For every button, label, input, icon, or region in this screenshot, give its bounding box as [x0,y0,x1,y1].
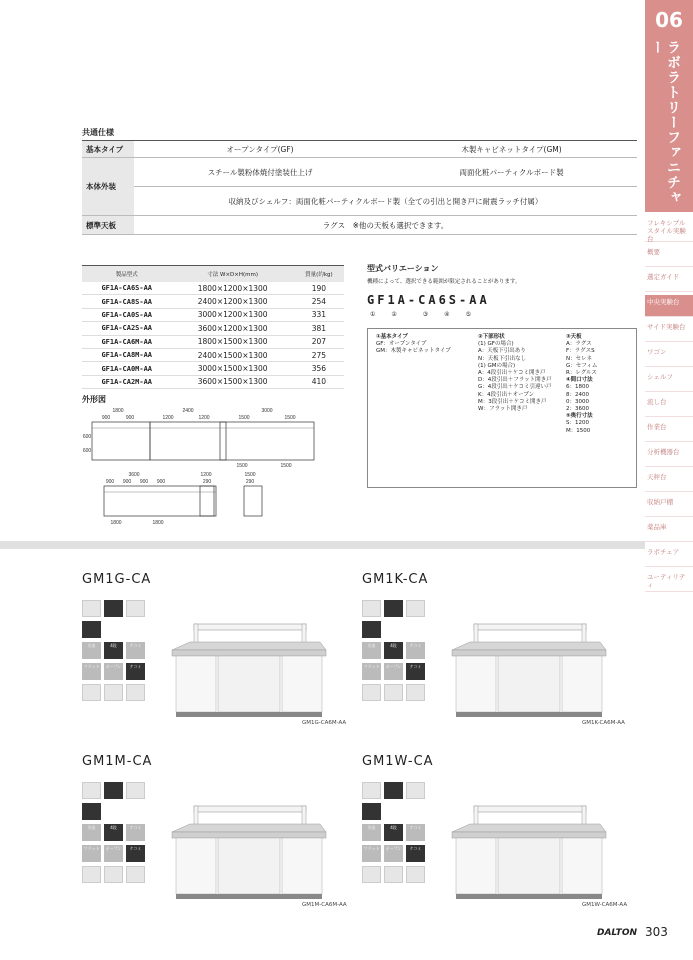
side-menu-item[interactable]: 収納戸棚 [645,495,693,517]
side-menu-item[interactable]: ユーティリティ [645,570,693,592]
option-icon [82,600,101,617]
spec-title: 共通仕様 [82,128,114,137]
variation-line: G：4段引出＋ケコミ引違い戸 [478,384,552,391]
option-icon [104,782,123,799]
variation-line: (1) GMの場合) [478,362,516,369]
product-model: GF1A-CA6M-AA [82,335,172,348]
dim-900f: 900 [156,479,166,485]
dim-3600: 3600 [128,472,140,478]
side-menu-item[interactable]: 流し台 [645,395,693,417]
option-icon-grid [82,600,150,705]
option-icon: フラット [82,663,101,680]
variation-box [367,328,637,488]
product-name: GM1W-CA [362,754,434,769]
outline-2400 [150,422,226,460]
dim-1200a: 1200 [162,415,174,421]
product-row [82,295,344,308]
variation-line: 6：1800 [566,384,589,391]
product-card [362,754,632,914]
variation-line: N：セレネ [566,355,592,362]
variation-line: GM：木製キャビネットタイプ [376,348,451,355]
product-mass: 207 [294,335,344,348]
variation-line: G：セフィム [566,362,598,369]
outline-drawings [82,404,342,529]
dim-900c: 900 [105,479,115,485]
product-mass: 410 [294,375,344,388]
outline-side-a [200,486,214,516]
product-size: 1800×1200×1300 [172,282,294,295]
side-menu-item[interactable]: ワゴン [645,345,693,367]
option-icon [406,684,425,701]
option-icon [126,782,145,799]
product-mass: 190 [294,282,344,295]
option-icon [82,621,101,638]
variation-line: 2：3600 [566,406,589,413]
product-name: GM1M-CA [82,754,153,769]
dim-1500c: 1500 [236,463,248,469]
product-illustration [450,802,610,902]
option-icon: オープン [104,663,123,680]
var-col1-head: ①基本タイプ [376,334,408,340]
outline-title: 外形図 [82,395,106,404]
spec-head-top: 標準天板 [82,216,134,235]
product-mass: 275 [294,348,344,361]
option-icon: 引出 [362,642,381,659]
product-row [82,375,344,388]
product-table [82,265,344,389]
var-col3-head: ③天板 [566,334,582,340]
spec-body-common: 収納及びシェルフ：両面化粧パーティクルボード製（全ての引出と開き戸に耐震ラッチ付属） [134,187,637,216]
col-model: 製品型式 [82,266,172,283]
option-icon: ケコミ [406,642,425,659]
variation-marker: ⑤ [465,311,471,318]
option-icon [384,782,403,799]
side-menu-item[interactable]: フレキシブルスタイル実験台 [645,216,693,242]
option-icon-grid [362,782,430,887]
option-icon [362,600,381,617]
product-model: GF1A-CA8M-AA [82,348,172,361]
variation-line: 8：2400 [566,391,589,398]
option-icon [362,803,381,820]
option-icon: フラット [362,845,381,862]
product-card [82,754,352,914]
option-icon [406,866,425,883]
option-icon: フラット [82,845,101,862]
option-icon-grid [362,600,430,705]
variation-line: W：フラット開き戸 [478,406,528,413]
variation-code: GF1A-CA6S-AA [367,293,490,307]
option-icon: 4段 [384,824,403,841]
variation-line: M：3段引出＋ケコミ開き戸 [478,398,547,405]
page-number: 303 [645,925,668,939]
option-icon [82,866,101,883]
side-index-menu [645,216,693,595]
product-size: 3000×1200×1300 [172,308,294,321]
option-icon [384,866,403,883]
dim-600a: 600 [82,434,92,440]
option-icon [104,866,123,883]
var-col3-lines3 [566,420,597,434]
product-row [82,335,344,348]
option-icon: 4段 [104,824,123,841]
product-caption: GM1G-CA6M-AA [302,720,347,726]
variation-line: 0：3000 [566,398,589,405]
dim-900b: 900 [125,415,135,421]
spec-head-basic: 基本タイプ [82,141,134,158]
side-menu-item[interactable]: 作業台 [645,420,693,442]
chapter-tab [645,0,693,212]
product-name: GM1G-CA [82,572,152,587]
variation-line: (1) GFの場合) [478,341,514,348]
dim-900d: 900 [122,479,132,485]
product-row [82,308,344,321]
var-col3-head2: ④間口寸法 [566,377,593,384]
side-menu-item[interactable]: 概要 [645,245,693,267]
spec-top-value: ラグス ※他の天板も選択できます。 [134,216,637,235]
var-col-lower [478,334,552,413]
dim-3000: 3000 [261,408,273,414]
option-icon: 引出 [82,824,101,841]
chapter-number: 06 [655,8,683,32]
outline-side-b [244,486,262,516]
option-icon [82,782,101,799]
option-icon [126,684,145,701]
product-row [82,282,344,295]
variation-line: N：天板下引出なし [478,355,527,362]
variation-marker: ③ [422,311,429,318]
variation-marker: ④ [444,311,450,318]
dim-1800c: 1800 [152,520,164,526]
option-icon: 引出 [362,824,381,841]
spec-head-body: 本体外装 [82,158,134,216]
dim-290a: 290 [202,479,212,485]
variation-line: M：1500 [566,427,591,434]
variation-line: R：レグルス [566,370,597,377]
product-mass: 254 [294,295,344,308]
variation-marker: ① [370,311,376,318]
outline-1800 [92,422,150,460]
product-caption: GM1M-CA6M-AA [302,902,347,908]
product-size: 3600×1200×1300 [172,322,294,335]
option-icon: 4段 [104,642,123,659]
option-icon [82,684,101,701]
option-icon: 引出 [82,642,101,659]
option-icon [104,684,123,701]
dim-900e: 900 [139,479,149,485]
option-icon: ケコミ [406,845,425,862]
side-menu-item[interactable]: 選定ガイド [645,270,693,292]
option-icon [362,866,381,883]
spec-open-type: オープンタイプ(GF) [134,141,386,158]
dim-600b: 600 [82,448,92,454]
var-col3-head3: ⑤奥行寸法 [566,413,593,420]
variation-note: 機種によって、選択できる範囲が限定されることがあります。 [367,279,521,285]
option-icon [362,621,381,638]
outline-3600 [104,486,216,516]
dim-1800: 1800 [112,408,124,414]
option-icon: ケコミ [406,824,425,841]
product-row [82,348,344,361]
var-col2-head: ②下部形状 [478,334,505,340]
dim-2400: 2400 [182,408,194,414]
spec-table [82,140,637,235]
col-mass: 質量(約kg) [294,266,344,283]
side-menu-item[interactable]: サイド実験台 [645,320,693,342]
var-col-basic [376,334,451,356]
variation-marker: ② [391,311,397,318]
option-icon [384,684,403,701]
product-model: GF1A-CA2S-AA [82,322,172,335]
option-icon [104,600,123,617]
product-row [82,322,344,335]
dim-290b: 290 [245,479,255,485]
variation-line: F：ラグスS [566,348,595,355]
option-icon: ケコミ [126,663,145,680]
dim-1500a: 1500 [238,415,250,421]
product-illustration [450,620,610,720]
product-model: GF1A-CA8S-AA [82,295,172,308]
option-icon: オープン [104,845,123,862]
product-size: 2400×1500×1300 [172,348,294,361]
var-col2-lines [478,341,552,413]
dim-1800b: 1800 [110,520,122,526]
variation-line: GF：オープンタイプ [376,341,427,348]
side-menu-item[interactable]: 天秤台 [645,470,693,492]
option-icon [126,600,145,617]
side-menu-item[interactable]: 中央実験台 [645,295,693,317]
option-icon [384,600,403,617]
variation-line: A：天板下引出あり [478,348,526,355]
option-icon: ケコミ [126,642,145,659]
variation-line: S：1200 [566,420,589,427]
var-col3-lines2 [566,384,597,413]
option-icon: オープン [384,845,403,862]
variation-line: A：4段引出＋ケコミ開き戸 [478,370,546,377]
product-mass: 331 [294,308,344,321]
option-icon [362,684,381,701]
product-caption: GM1W-CA6M-AA [582,902,628,908]
brand-logo: DALTON [597,928,638,938]
variation-line: D：4段引出＋フラット開き戸 [478,377,552,384]
product-caption: GM1K-CA6M-AA [582,720,625,726]
dim-1500d: 1500 [280,463,292,469]
dim-1500b: 1500 [284,415,296,421]
side-menu-item[interactable]: 分析機器台 [645,445,693,467]
option-icon: 4段 [384,642,403,659]
product-illustration [170,620,330,720]
variation-title: 型式バリエーション [367,264,439,273]
option-icon [362,782,381,799]
option-icon [406,600,425,617]
option-icon [126,866,145,883]
spec-body-cabinet: 両面化粧パーティクルボード製 [386,158,637,187]
var-col3-lines [566,341,597,377]
dim-1200c: 1200 [200,472,212,478]
option-icon [406,782,425,799]
outline-3000 [220,422,314,460]
dim-1200b: 1200 [198,415,210,421]
product-row [82,362,344,375]
option-icon: フラット [362,663,381,680]
dim-900a: 900 [101,415,111,421]
option-icon: オープン [384,663,403,680]
option-icon: ケコミ [126,824,145,841]
side-menu-item[interactable]: ラボチェア [645,545,693,567]
spec-cabinet-type: 木製キャビネットタイプ(GM) [386,141,637,158]
var-col1-lines [376,341,451,355]
product-name: GM1K-CA [362,572,429,587]
option-icon-grid [82,782,150,887]
product-model: GF1A-CA0M-AA [82,362,172,375]
product-mass: 356 [294,362,344,375]
chapter-title: ラボラトリーファニチャー [649,40,681,205]
product-size: 3600×1500×1300 [172,375,294,388]
option-icon: ケコミ [406,663,425,680]
spec-body-open: スチール製粉体焼付塗装仕上げ [134,158,386,187]
product-mass: 381 [294,322,344,335]
product-size: 1800×1500×1300 [172,335,294,348]
option-icon [82,803,101,820]
col-size: 寸法 W×D×H(mm) [172,266,294,283]
side-menu-item[interactable]: シェルフ [645,370,693,392]
product-card [362,572,632,732]
dim-1500e: 1500 [244,472,256,478]
side-menu-item[interactable]: 薬品庫 [645,520,693,542]
product-size: 2400×1200×1300 [172,295,294,308]
var-col-top [566,334,597,435]
variation-line: K：4段引出＋オープン [478,391,535,398]
option-icon: ケコミ [126,845,145,862]
product-model: GF1A-CA0S-AA [82,308,172,321]
section-divider [0,541,645,549]
product-size: 3000×1500×1300 [172,362,294,375]
variation-markers [370,311,487,318]
product-illustration [170,802,330,902]
product-model: GF1A-CA6S-AA [82,282,172,295]
variation-line: A：ラグス [566,341,592,348]
product-model: GF1A-CA2M-AA [82,375,172,388]
product-card [82,572,352,732]
